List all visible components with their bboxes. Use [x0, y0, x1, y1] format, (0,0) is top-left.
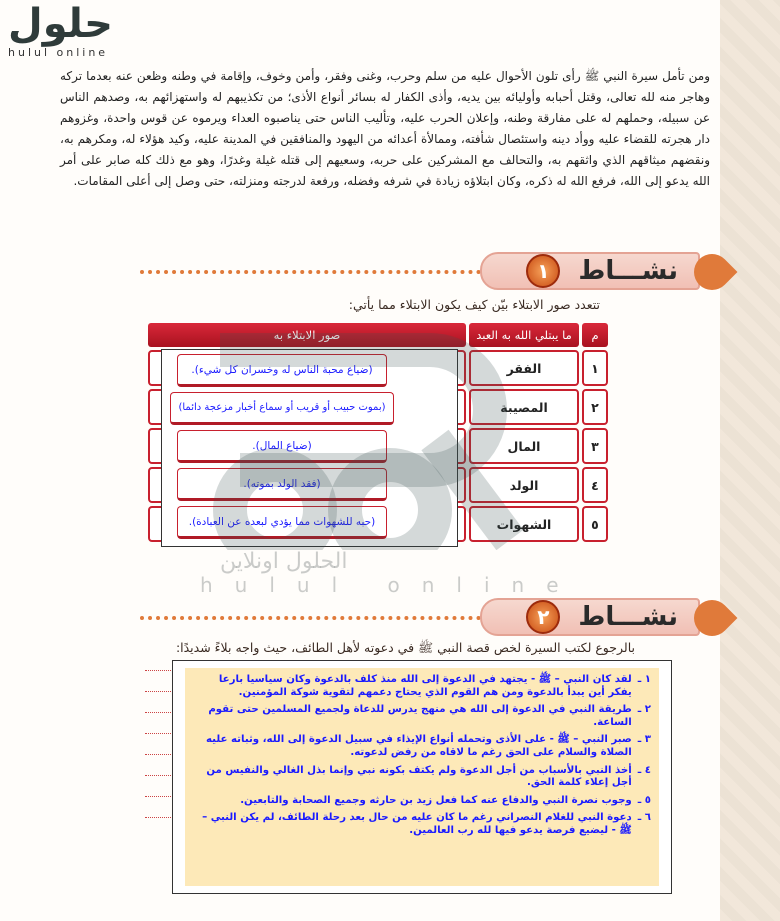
item-number: ٦ ـ: [637, 812, 651, 824]
row-trial: الشهوات: [469, 506, 579, 542]
activity-badge: [480, 252, 700, 290]
answer-box: (بموت حبيب أو قريب أو سماع أخبار مزعجة دائما): [170, 392, 394, 425]
activity-title: نشـــاط: [578, 256, 678, 286]
answer-box: (ضياع المال).: [177, 430, 387, 463]
activity-number: ١: [526, 254, 560, 288]
item-number: ٢ ـ: [637, 704, 651, 716]
row-num: ٤: [582, 467, 608, 503]
activity-1-header: [140, 252, 730, 292]
answer-item: [193, 704, 651, 729]
item-number: ٣ ـ: [637, 734, 651, 746]
item-text: أخذ النبي بالأسباب من أجل الدعوة ولم يكتف بكونه نبي وإنما بذل الغالي والنفيس من أجل إعلاء كلمة الحق.: [206, 764, 632, 789]
logo-latin: hulul online: [8, 46, 109, 59]
table-header: [148, 323, 608, 347]
intro-paragraph: ومن تأمل سيرة النبي ﷺ رأى تلون الأحوال عليه من سلم وحرب، وغنى وفقر، وأمن وخوف، وإقامة في وطنه وظعن عنه بعدما تركه وهاجر منه لله تعالى، وقتل أحبابه وأوليائه بين يديه، وأذى الكفار له بسائر أنواع الأذى؛ من تكذيبهم له واستهزائهم به، وصدهم الناس عن سبيله، وحملهم له على مفارقة وطنه، وإعلان الحرب عليه، وتأليب الناس حتى يناصبوه العداء ويرموه عن قوس واحدة، وغزوهم دار هجرته للقضاء عليه ووأد دينه واستئصال شأفته، وممالأة أعدائه من اليهود والمنافقين في المدينة عليه، وكيد هؤلاء له، ومكرهم به، ونقضهم ميثاقهم الذي واثقهم به، والتحالف مع المشركين على حربه، وسعيهم إلى قتله غيلة وغدرًا، وهو مع ذلك كله صابر على أمر الله يدعو إلى الله، فرفع الله له ذكره، وكان ابتلاؤه زيادة في شرفه وفضله، ورفعة لدرجته ومنزلته، حتى وصل إلى أعلى المقامات.: [60, 69, 710, 188]
item-number: ٤ ـ: [637, 764, 651, 776]
row-trial: المصيبة: [469, 389, 579, 425]
row-num: ٥: [582, 506, 608, 542]
header-forms: صور الابتلاء به: [148, 323, 466, 347]
answer-item: [193, 795, 651, 808]
activity-number: ٢: [526, 600, 560, 634]
dotted-divider: [140, 270, 505, 274]
site-logo: [8, 2, 158, 62]
item-text: صبر النبي – ﷺ - على الأذى وتحمله أنواع الإيذاء في سبيل الدعوة إلى الله، وثباته عليه الصلاة والسلام على الحق رغم ما لاقاه من رفض لدعوته.: [205, 734, 632, 758]
row-num: ٢: [582, 389, 608, 425]
item-text: وجوب نصرة النبي والدفاع عنه كما فعل زيد بن حارثه وجميع الصحابة والتابعين.: [240, 794, 632, 806]
answer-box: (حبه للشهوات مما يؤدي لبعده عن العبادة).: [177, 506, 387, 539]
activity-2-answer-box: [172, 660, 672, 894]
activity-title: نشـــاط: [578, 602, 678, 632]
watermark-arabic: الحلول اونلاين: [220, 549, 348, 574]
answers-overlay: [161, 349, 458, 547]
answer-item: [193, 674, 651, 699]
answer-box: (فقد الولد بموته).: [177, 468, 387, 501]
row-trial: المال: [469, 428, 579, 464]
item-number: ١ ـ: [637, 674, 651, 685]
item-text: لقد كان النبي – ﷺ - يجتهد في الدعوة إلى الله منذ كلف بالدعوة وكان سياسيا بارعا يفكر أين يبدأ بالدعوة ومن هم القوم الذي يحتاج دعمهم لتقوية شوكة المؤمنين.: [218, 674, 632, 698]
row-num: ١: [582, 350, 608, 386]
row-trial: الولد: [469, 467, 579, 503]
activity-1-instruction: تتعدد صور الابتلاء بيّن كيف يكون الابتلاء مما يأتي:: [348, 297, 600, 312]
answer-box: (ضياع محبة الناس له وخسران كل شيء).: [177, 354, 387, 387]
item-text: دعوة النبي للغلام النصراني رغم ما كان عليه من حال بعد رحلة الطائف، لم يكن النبي – ﷺ - ليضيع فرصة يدعو فيها لله رب العالمين.: [202, 812, 632, 836]
watermark-latin: hulul online: [200, 573, 581, 597]
item-text: طريقة النبي في الدعوة إلى الله هي منهج يدرس للدعاة ولجميع المسلمين حتى تقوم الساعة.: [208, 704, 632, 728]
answer-item: [193, 734, 651, 759]
answer-item: [193, 812, 651, 837]
item-number: ٥ ـ: [637, 794, 651, 806]
activity-badge: [480, 598, 700, 636]
row-trial: الفقر: [469, 350, 579, 386]
ornamental-border: [718, 0, 780, 921]
row-num: ٣: [582, 428, 608, 464]
answer-lines: [145, 670, 173, 838]
activity-2-instruction: بالرجوع لكتب السيرة لخص قصة النبي ﷺ في دعوته لأهل الطائف، حيث واجه بلاءً شديدًا:: [175, 640, 635, 655]
logo-text: حلول: [8, 1, 113, 47]
header-num: م: [582, 323, 608, 347]
activity-2-header: [140, 598, 730, 638]
answer-item: [193, 765, 651, 790]
dotted-divider: [140, 616, 505, 620]
header-trial: ما يبتلي الله به العبد: [469, 323, 579, 347]
